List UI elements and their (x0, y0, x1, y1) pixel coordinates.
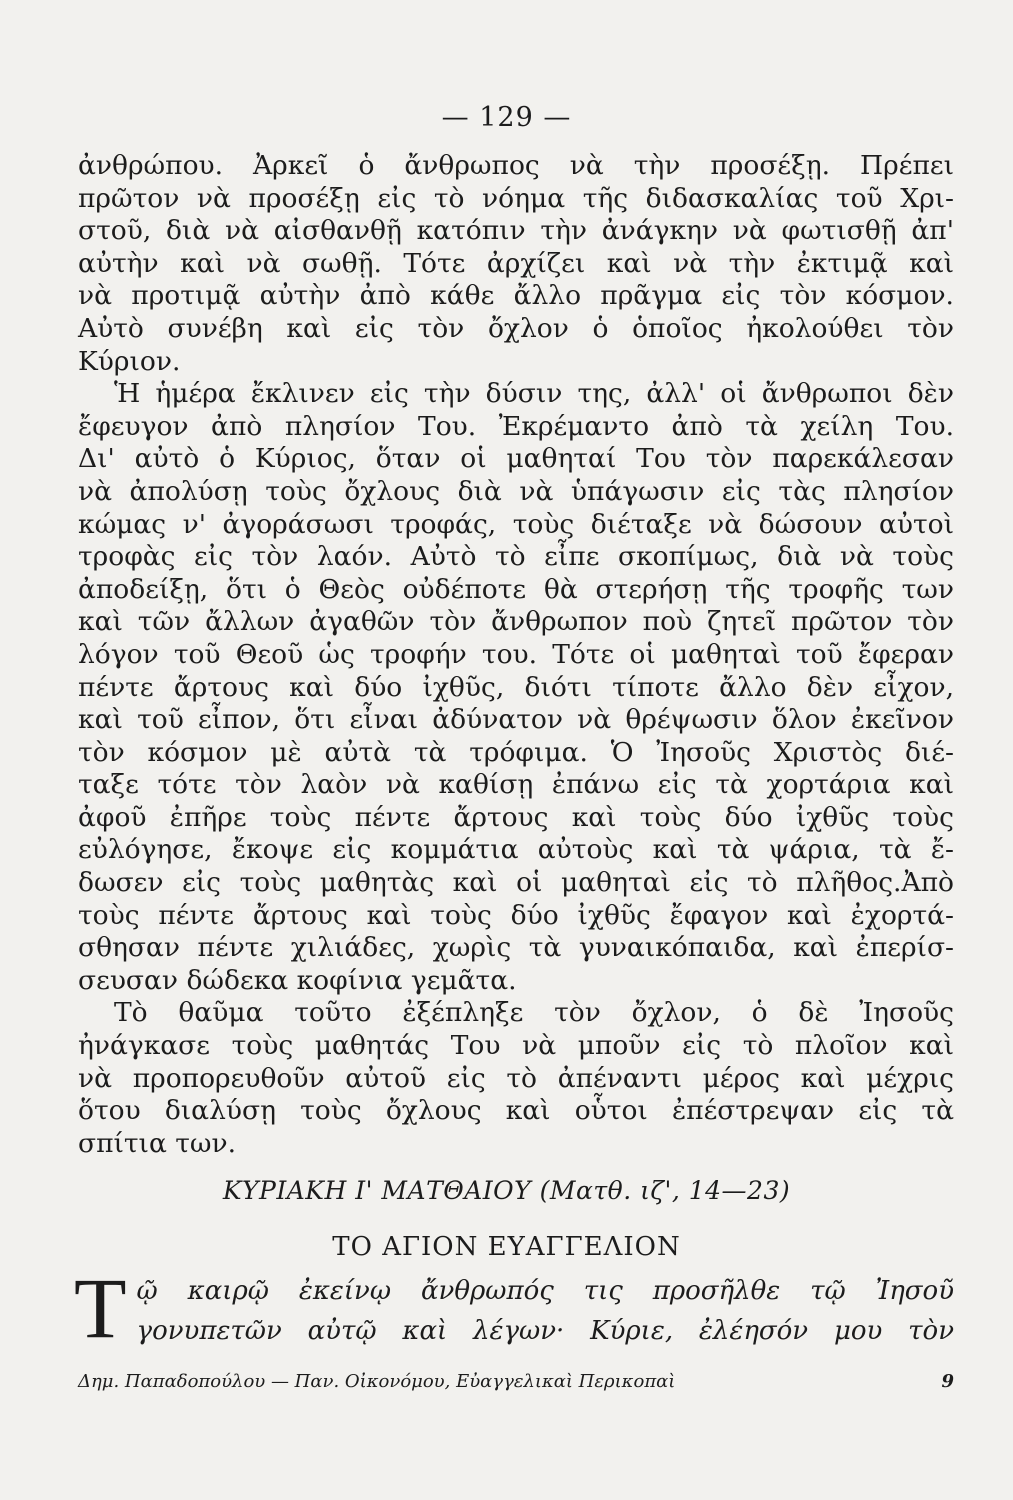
signature-mark: 9 (941, 1371, 954, 1392)
text-line: σθησαν πέντε χιλιάδες, χωρὶς τὰ γυναικόπαιδα, καὶ ἐπερίσ- (78, 932, 954, 964)
text-line: ὅτου διαλύσῃ τοὺς ὄχλους καὶ οὗτοι ἐπέστρεψαν εἰς τὰ (78, 1095, 954, 1127)
body-text (78, 150, 954, 1160)
footer-citation: Δημ. Παπαδοπούλου — Παν. Οἰκονόμου, Εὐαγγελικαὶ Περικοπαὶ (78, 1371, 676, 1392)
text-line: πρῶτον νὰ προσέξῃ εἰς τὸ νόημα τῆς διδασκαλίας τοῦ Χρι- (78, 182, 954, 214)
text-line: καὶ τοῦ εἶπον, ὅτι εἶναι ἀδύνατον νὰ θρέψωσιν ὅλον ἐκεῖνον (78, 704, 954, 736)
gospel-text (74, 1260, 954, 1356)
text-line: νὰ ἀπολύσῃ τοὺς ὄχλους διὰ νὰ ὑπάγωσιν εἰς τὰς πλησίον (78, 475, 954, 507)
page-number: — 129 — (441, 102, 572, 133)
text-line: εὐλόγησε, ἔκοψε εἰς κομμάτια αὐτοὺς καὶ τὰ ψάρια, τὰ ἔ- (78, 834, 954, 866)
drop-cap: Τ (74, 1260, 127, 1356)
text-line: νὰ προπορευθοῦν αὐτοῦ εἰς τὸ ἀπέναντι μέρος καὶ μέχρις (78, 1062, 954, 1094)
text-line: αὐτὴν καὶ νὰ σωθῇ. Τότε ἀρχίζει καὶ νὰ τὴν ἐκτιμᾷ καὶ (78, 247, 954, 279)
text-line: τοὺς πέντε ἄρτους καὶ τοὺς δύο ἰχθῦς ἔφαγον καὶ ἐχορτά- (78, 899, 954, 931)
gospel-line: ῷ καιρῷ ἐκείνῳ ἄνθρωπός τις προσῆλθε τῷ Ἰησοῦ (136, 1276, 954, 1306)
text-line: ἀποδείξῃ, ὅτι ὁ Θεὸς οὐδέποτε θὰ στερήσῃ τῆς τροφῆς των (78, 573, 954, 605)
text-line: σπίτια των. (78, 1127, 237, 1159)
text-line: τὸν κόσμον μὲ αὐτὰ τὰ τρόφιμα. Ὁ Ἰησοῦς Χριστὸς διέ- (78, 736, 954, 768)
section-heading: ΚΥΡΙΑΚΗ Ι' ΜΑΤΘΑΙΟΥ (Ματθ. ιζ', 14—23) (222, 1176, 791, 1205)
page-footer (78, 1371, 954, 1392)
text-line: ἀφοῦ ἐπῆρε τοὺς πέντε ἄρτους καὶ τοὺς δύο ἰχθῦς τοὺς (78, 801, 954, 833)
text-line: ἠνάγκασε τοὺς μαθητάς Του νὰ μποῦν εἰς τὸ πλοῖον καὶ (78, 1030, 954, 1062)
text-line: κώμας ν' ἀγοράσωσι τροφάς, τοὺς διέταξε νὰ δώσουν αὐτοὶ (78, 508, 954, 540)
text-line: στοῦ, διὰ νὰ αἰσθανθῇ κατόπιν τὴν ἀνάγκην νὰ φωτισθῇ ἀπ' (78, 215, 954, 247)
text-line: Αὐτὸ συνέβη καὶ εἰς τὸν ὄχλον ὁ ὁποῖος ἠκολούθει τὸν (78, 312, 954, 344)
gospel-title: ΤΟ ΑΓΙΟΝ ΕΥΑΓΓΕΛΙΟΝ (332, 1232, 681, 1262)
text-line: ταξε τότε τὸν λαὸν νὰ καθίσῃ ἐπάνω εἰς τὰ χορτάρια καὶ (78, 769, 954, 801)
text-line: Ἡ ἡμέρα ἔκλινεν εἰς τὴν δύσιν της, ἀλλ' οἱ ἄνθρωποι δὲν (114, 378, 954, 410)
text-line: νὰ προτιμᾷ αὐτὴν ἀπὸ κάθε ἄλλο πρᾶγμα εἰς τὸν κόσμον. (78, 280, 954, 312)
text-line: τροφὰς εἰς τὸν λαόν. Αὐτὸ τὸ εἶπε σκοπίμως, διὰ νὰ τοὺς (78, 541, 954, 573)
text-line: Κύριον. (78, 345, 181, 377)
text-line: ἀνθρώπου. Ἀρκεῖ ὁ ἄνθρωπος νὰ τὴν προσέξῃ. Πρέπει (78, 150, 954, 181)
text-line: σευσαν δώδεκα κοφίνια γεμᾶτα. (78, 964, 517, 996)
gospel-line: γονυπετῶν αὐτῷ καὶ λέγων· Κύριε, ἐλέησόν μου τὸν (136, 1316, 954, 1346)
text-line: ἔφευγον ἀπὸ πλησίον Του. Ἐκρέμαντο ἀπὸ τὰ χείλη Του. (78, 410, 954, 442)
text-line: πέντε ἄρτους καὶ δύο ἰχθῦς, διότι τίποτε ἄλλο δὲν εἶχον, (78, 671, 954, 703)
text-line: δωσεν εἰς τοὺς μαθητὰς καὶ οἱ μαθηταὶ εἰς τὸ πλῆθος.Ἀπὸ (78, 867, 954, 899)
text-line: Τὸ θαῦμα τοῦτο ἐξέπληξε τὸν ὄχλον, ὁ δὲ Ἰησοῦς (114, 997, 954, 1029)
text-line: καὶ τῶν ἄλλων ἀγαθῶν τὸν ἄνθρωπον ποὺ ζητεῖ πρῶτον τὸν (78, 606, 954, 638)
text-line: λόγον τοῦ Θεοῦ ὡς τροφήν του. Τότε οἱ μαθηταὶ τοῦ ἔφεραν (78, 638, 954, 670)
text-line: Δι' αὐτὸ ὁ Κύριος, ὅταν οἱ μαθηταί Του τὸν παρεκάλεσαν (78, 443, 954, 475)
